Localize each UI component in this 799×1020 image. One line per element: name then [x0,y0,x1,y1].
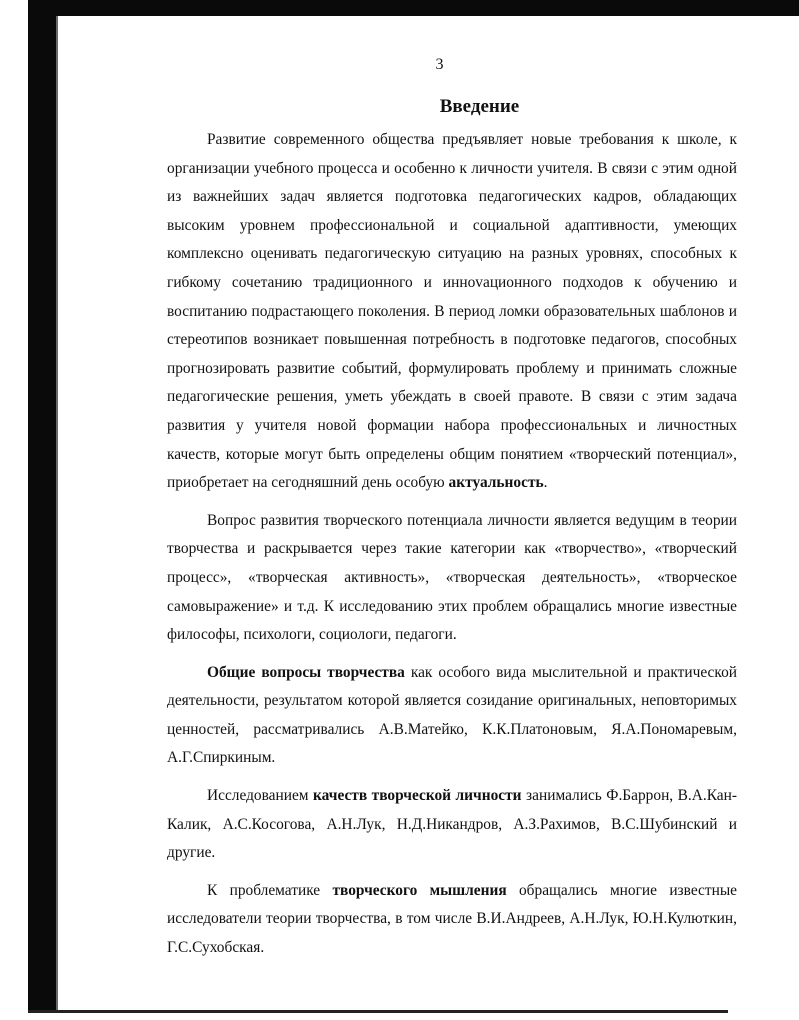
page-title: Введение [439,96,520,117]
paragraph-3 [167,659,737,773]
page-number: 3 [435,56,444,73]
keyword-obshchie-voprosy: Общие вопросы творчества [207,663,405,681]
paragraph-3-text-1: как особого вида мыслительной и практической деятельности, результатом которой является созидание оригинальных, неповторимых ценностей, рассматривались А.В.Матейко, К.К.Платоновым, Я.А.Пономаревым, А.Г.Спиркиным. [167,663,737,767]
keyword-aktualnost: актуальность [448,474,544,492]
paragraph-1-text-1: Развитие современного общества предъявляет новые требования к школе, к организации учебного процесса и особенно к личности учителя. В связи с этим одной из важнейших задач является подготовка педагогических кадров, обладающих высоким уровнем профессиональной и социальной адаптивности, умеющих комплексно оценивать педагогическую ситуацию на разных уровнях, способных к гибкому сочетанию традиционного и инноvационного подходов к обучению и воспитанию подрастающего поколения. В период ломки образовательных шаблонов и стереотипов возникает повышенная потребность в подготовке педагогов, способных прогнозировать развитие событий, формулировать проблему и принимать сложные педагогические решения, уметь убеждать в своей правоте. В связи с этим задача развития у учителя новой формации набора профессиональных и личностных качеств, которые могут быть определены общим понятием «творческий потенциал», приобретает на сегодняшний день особую [167,131,737,492]
paragraph-1-text-2: . [543,474,548,492]
body-text [167,126,737,972]
paragraph-2-text-1: Вопрос развития творческого потенциала личности является ведущим в теории творчества и раскрывается через такие категории как «творчество», «творческий процесс», «творческая активность», «творческая деятельность», «творческое самовыражение» и т.д. К исследованию этих проблем обращались многие известные философы, психологи, социологи, педагоги. [167,511,737,644]
paragraph-4 [167,782,737,868]
scan-top-border [28,0,799,16]
scan-left-border [28,0,56,1012]
scan-bottom-line [28,1010,728,1013]
keyword-myshlenie: творческого мышления [332,881,507,899]
paragraph-4-text-2: занимались Ф.Баррон, В.А.Кан-Калик, А.С.Косогова, А.Н.Лук, Н.Д.Никандров, А.З.Рахимов, В.С.Шубинский и другие. [167,787,737,862]
paragraph-5-text-1: К проблематике [207,881,333,899]
paragraph-1 [167,126,737,498]
scan-left-shadow [56,16,58,1012]
keyword-kachestva: качеств творческой личности [313,787,522,805]
paragraph-4-text-1: Исследованием [207,787,314,805]
paragraph-5-text-2: обращались многие известные исследователи теории творчества, в том числе В.И.Андреев, А.Н.Лук, Ю.Н.Кулюткин, Г.С.Сухобская. [167,881,737,957]
paragraph-5 [167,877,737,963]
paragraph-2 [167,507,737,650]
